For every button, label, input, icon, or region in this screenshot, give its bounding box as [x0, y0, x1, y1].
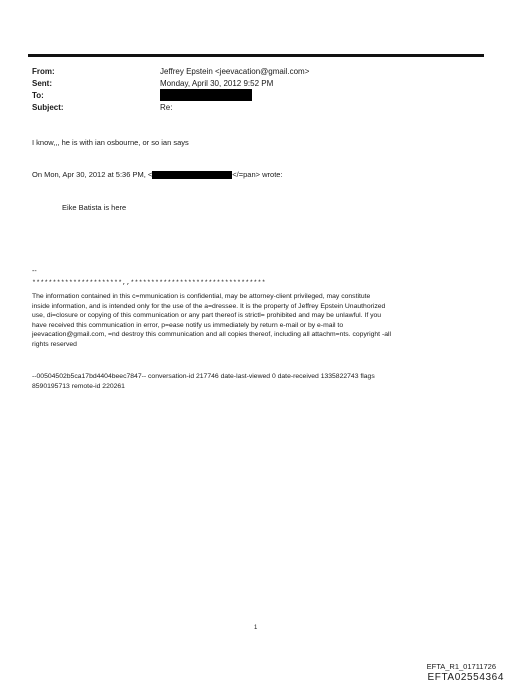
subject-label: Subject:: [32, 103, 64, 112]
to-label: To:: [32, 91, 44, 100]
quote-attribution: [32, 170, 283, 180]
header-rule: [28, 54, 484, 57]
metadata-line: --00504502b5ca17bd4404beec7847-- conversation-id 217746 date-last-viewed 0 date-received 1335822743 flags: [32, 373, 375, 380]
redaction-block: [152, 171, 232, 179]
to-value: [160, 89, 252, 101]
star-separator: **********************,,*********************************: [32, 279, 266, 286]
quoted-text: Eike Batista is here: [62, 203, 127, 212]
quote-suffix: </=pan> wrote:: [232, 170, 283, 179]
disclaimer-line: inside information, and is intended only for the use of the a=dressee. It is the property of Jeffrey Epstein Unauthorized: [32, 302, 386, 310]
sent-value: Monday, April 30, 2012 9:52 PM: [160, 79, 274, 88]
reply-text: I know,,, he is with ian osbourne, or so ian says: [32, 138, 189, 147]
disclaimer-line: have received this communication in error, p=ease notify us immediately by return e-mail or by e-mail to: [32, 321, 344, 329]
bates-number-large: EFTA02554364: [427, 672, 504, 683]
disclaimer-line: jeevacation@gmail.com, =nd destroy this communication and all copies thereof, including all attachm=nts. copyright -all: [32, 331, 392, 339]
disclaimer-paragraph: [32, 292, 484, 350]
sent-label: Sent:: [32, 79, 52, 88]
disclaimer-line: The information contained in this c=mmunication is confidential, may be attorney-client privileged, may constitute: [32, 293, 371, 300]
page-number: 1: [254, 625, 258, 631]
quote-prefix: On Mon, Apr 30, 2012 at 5:36 PM, <: [32, 170, 153, 179]
redaction-block: [160, 89, 252, 101]
from-label: From:: [32, 67, 55, 76]
disclaimer-line: rights reserved: [32, 340, 77, 348]
subject-value: Re:: [160, 103, 173, 112]
signature-dashes: --: [32, 268, 37, 275]
bates-number-small: EFTA_R1_01711726: [426, 662, 496, 671]
disclaimer-line: use, di=closure or copying of this communication or any part thereof is strictl= prohibited and may be unlawful. If you: [32, 312, 382, 320]
message-metadata: [32, 372, 484, 391]
from-value: Jeffrey Epstein <jeevacation@gmail.com>: [160, 67, 310, 76]
metadata-line: 8590195713 remote-id 220261: [32, 382, 125, 390]
